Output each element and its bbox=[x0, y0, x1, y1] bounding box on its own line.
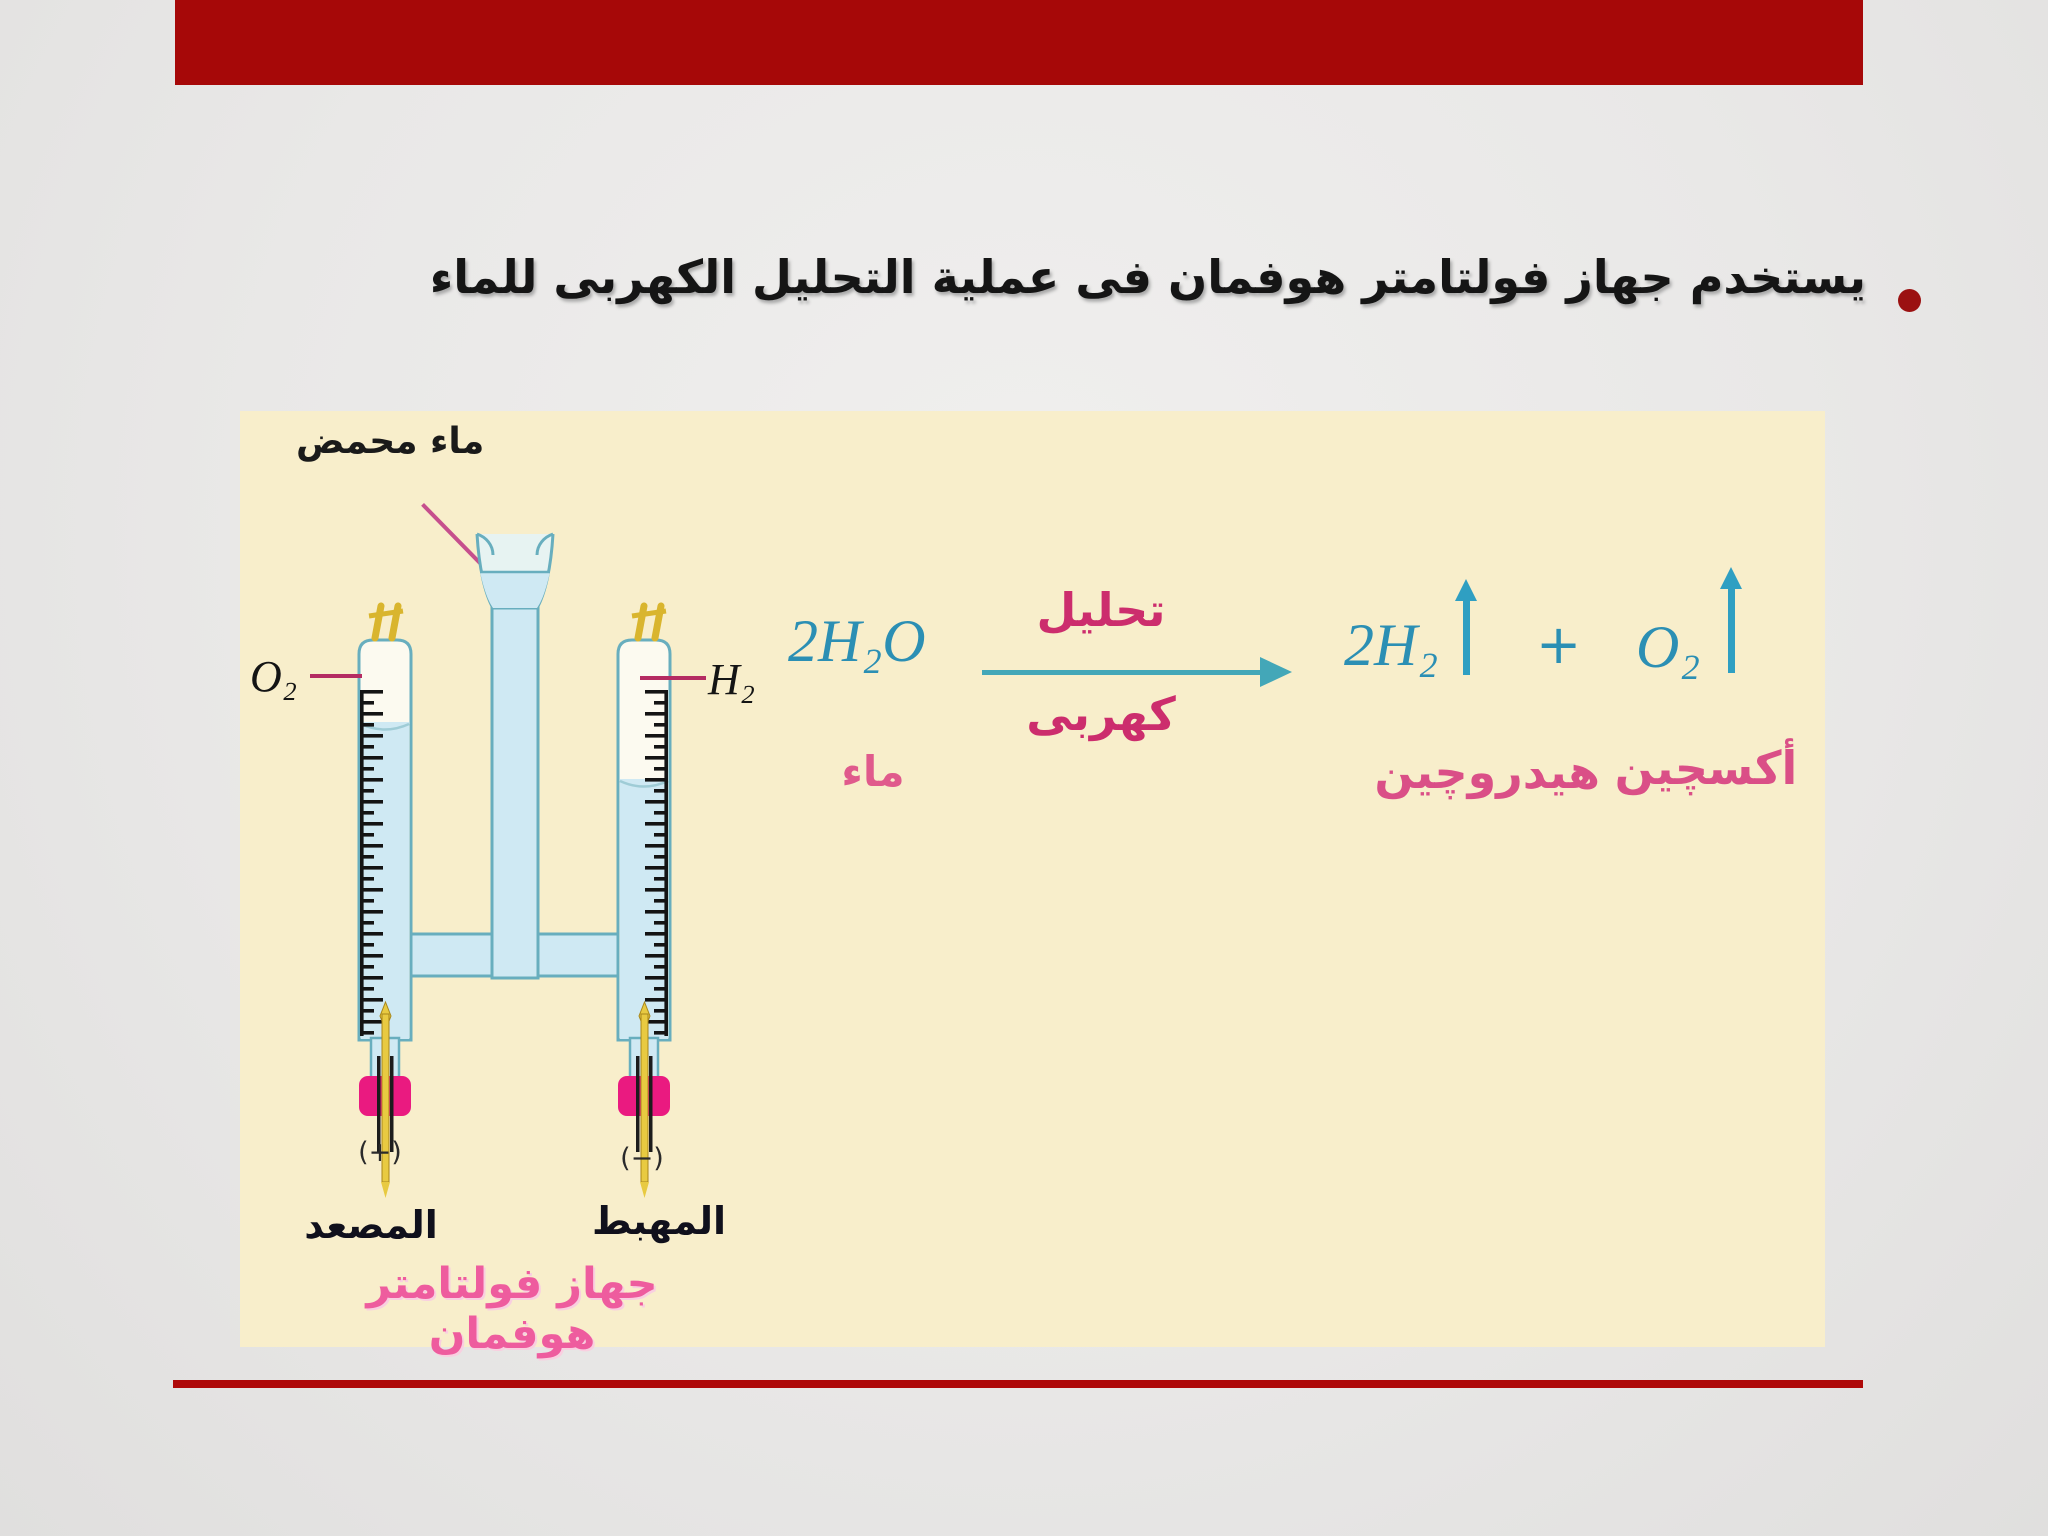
hydrogen-tube-scale bbox=[641, 690, 667, 1036]
funnel-stem bbox=[492, 602, 538, 978]
condition-top-label: تحليل bbox=[1036, 583, 1166, 637]
condition-bottom-label: كهربى bbox=[1026, 687, 1176, 741]
positive-terminal-label: (+) bbox=[358, 1137, 402, 1168]
slide-title: يستخدم جهاز فولتامتر هوفمان فى عملية التحليل الكهربى للماء bbox=[429, 250, 1866, 304]
reaction-arrow bbox=[982, 670, 1264, 675]
oxygen-tube-scale bbox=[361, 690, 387, 1036]
bullet-icon bbox=[1898, 289, 1921, 312]
figure-panel bbox=[240, 411, 1825, 1359]
hydrogen-word-label: هيدروچين bbox=[1374, 745, 1600, 799]
equation-reactant: 2H₂O bbox=[788, 608, 926, 674]
figure-caption: جهاز فولتامتر هوفمان bbox=[366, 1259, 658, 1359]
negative-terminal-label: (−) bbox=[620, 1143, 664, 1174]
water-word-label: ماء bbox=[841, 747, 905, 796]
hofmann-voltameter-diagram bbox=[340, 520, 680, 1200]
oxygen-gas-label: O₂ bbox=[250, 652, 298, 701]
oxygen-word-label: أكسچين bbox=[1614, 741, 1798, 795]
oxygen-up-arrow-icon bbox=[1718, 567, 1744, 673]
oxygen-leader-line bbox=[310, 674, 362, 678]
equation-plus-sign: + bbox=[1536, 613, 1582, 676]
hydrogen-up-arrow-icon bbox=[1453, 579, 1479, 675]
cathode-label: المهبط bbox=[591, 1199, 727, 1243]
bottom-divider-line bbox=[173, 1380, 1863, 1388]
hydrogen-leader-line bbox=[640, 676, 706, 680]
equation-product-oxygen: O₂ bbox=[1636, 614, 1701, 680]
equation-product-hydrogen: 2H₂ bbox=[1344, 612, 1439, 678]
top-accent-bar bbox=[175, 0, 1863, 85]
anode-label: المصعد bbox=[304, 1203, 438, 1247]
reaction-arrow-head-icon bbox=[1260, 657, 1292, 687]
acidified-water-label: ماء محمض bbox=[296, 421, 485, 462]
hydrogen-gas-label: H₂ bbox=[708, 655, 756, 704]
